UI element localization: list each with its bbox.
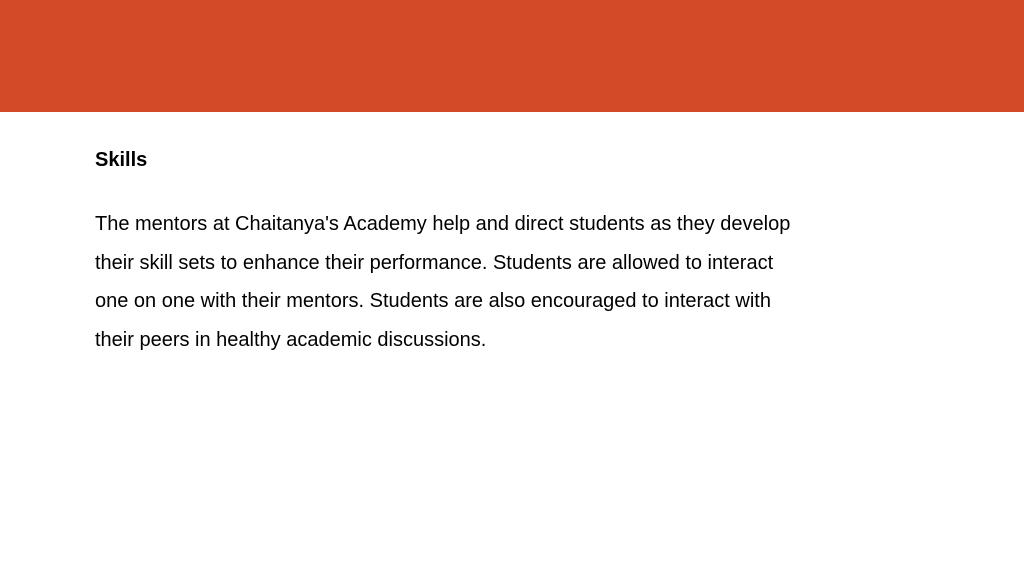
section-heading: Skills <box>95 149 148 171</box>
body-paragraph <box>95 205 875 360</box>
paragraph-line: one on one with their mentors. Students are also encouraged to interact with <box>95 290 771 313</box>
content-area <box>95 146 875 360</box>
paragraph-line: their peers in healthy academic discussions. <box>95 329 487 352</box>
paragraph-line: The mentors at Chaitanya's Academy help and direct students as they develop <box>95 213 791 235</box>
paragraph-line: their skill sets to enhance their performance. Students are allowed to interact <box>95 251 774 274</box>
header-bar <box>0 0 1024 112</box>
